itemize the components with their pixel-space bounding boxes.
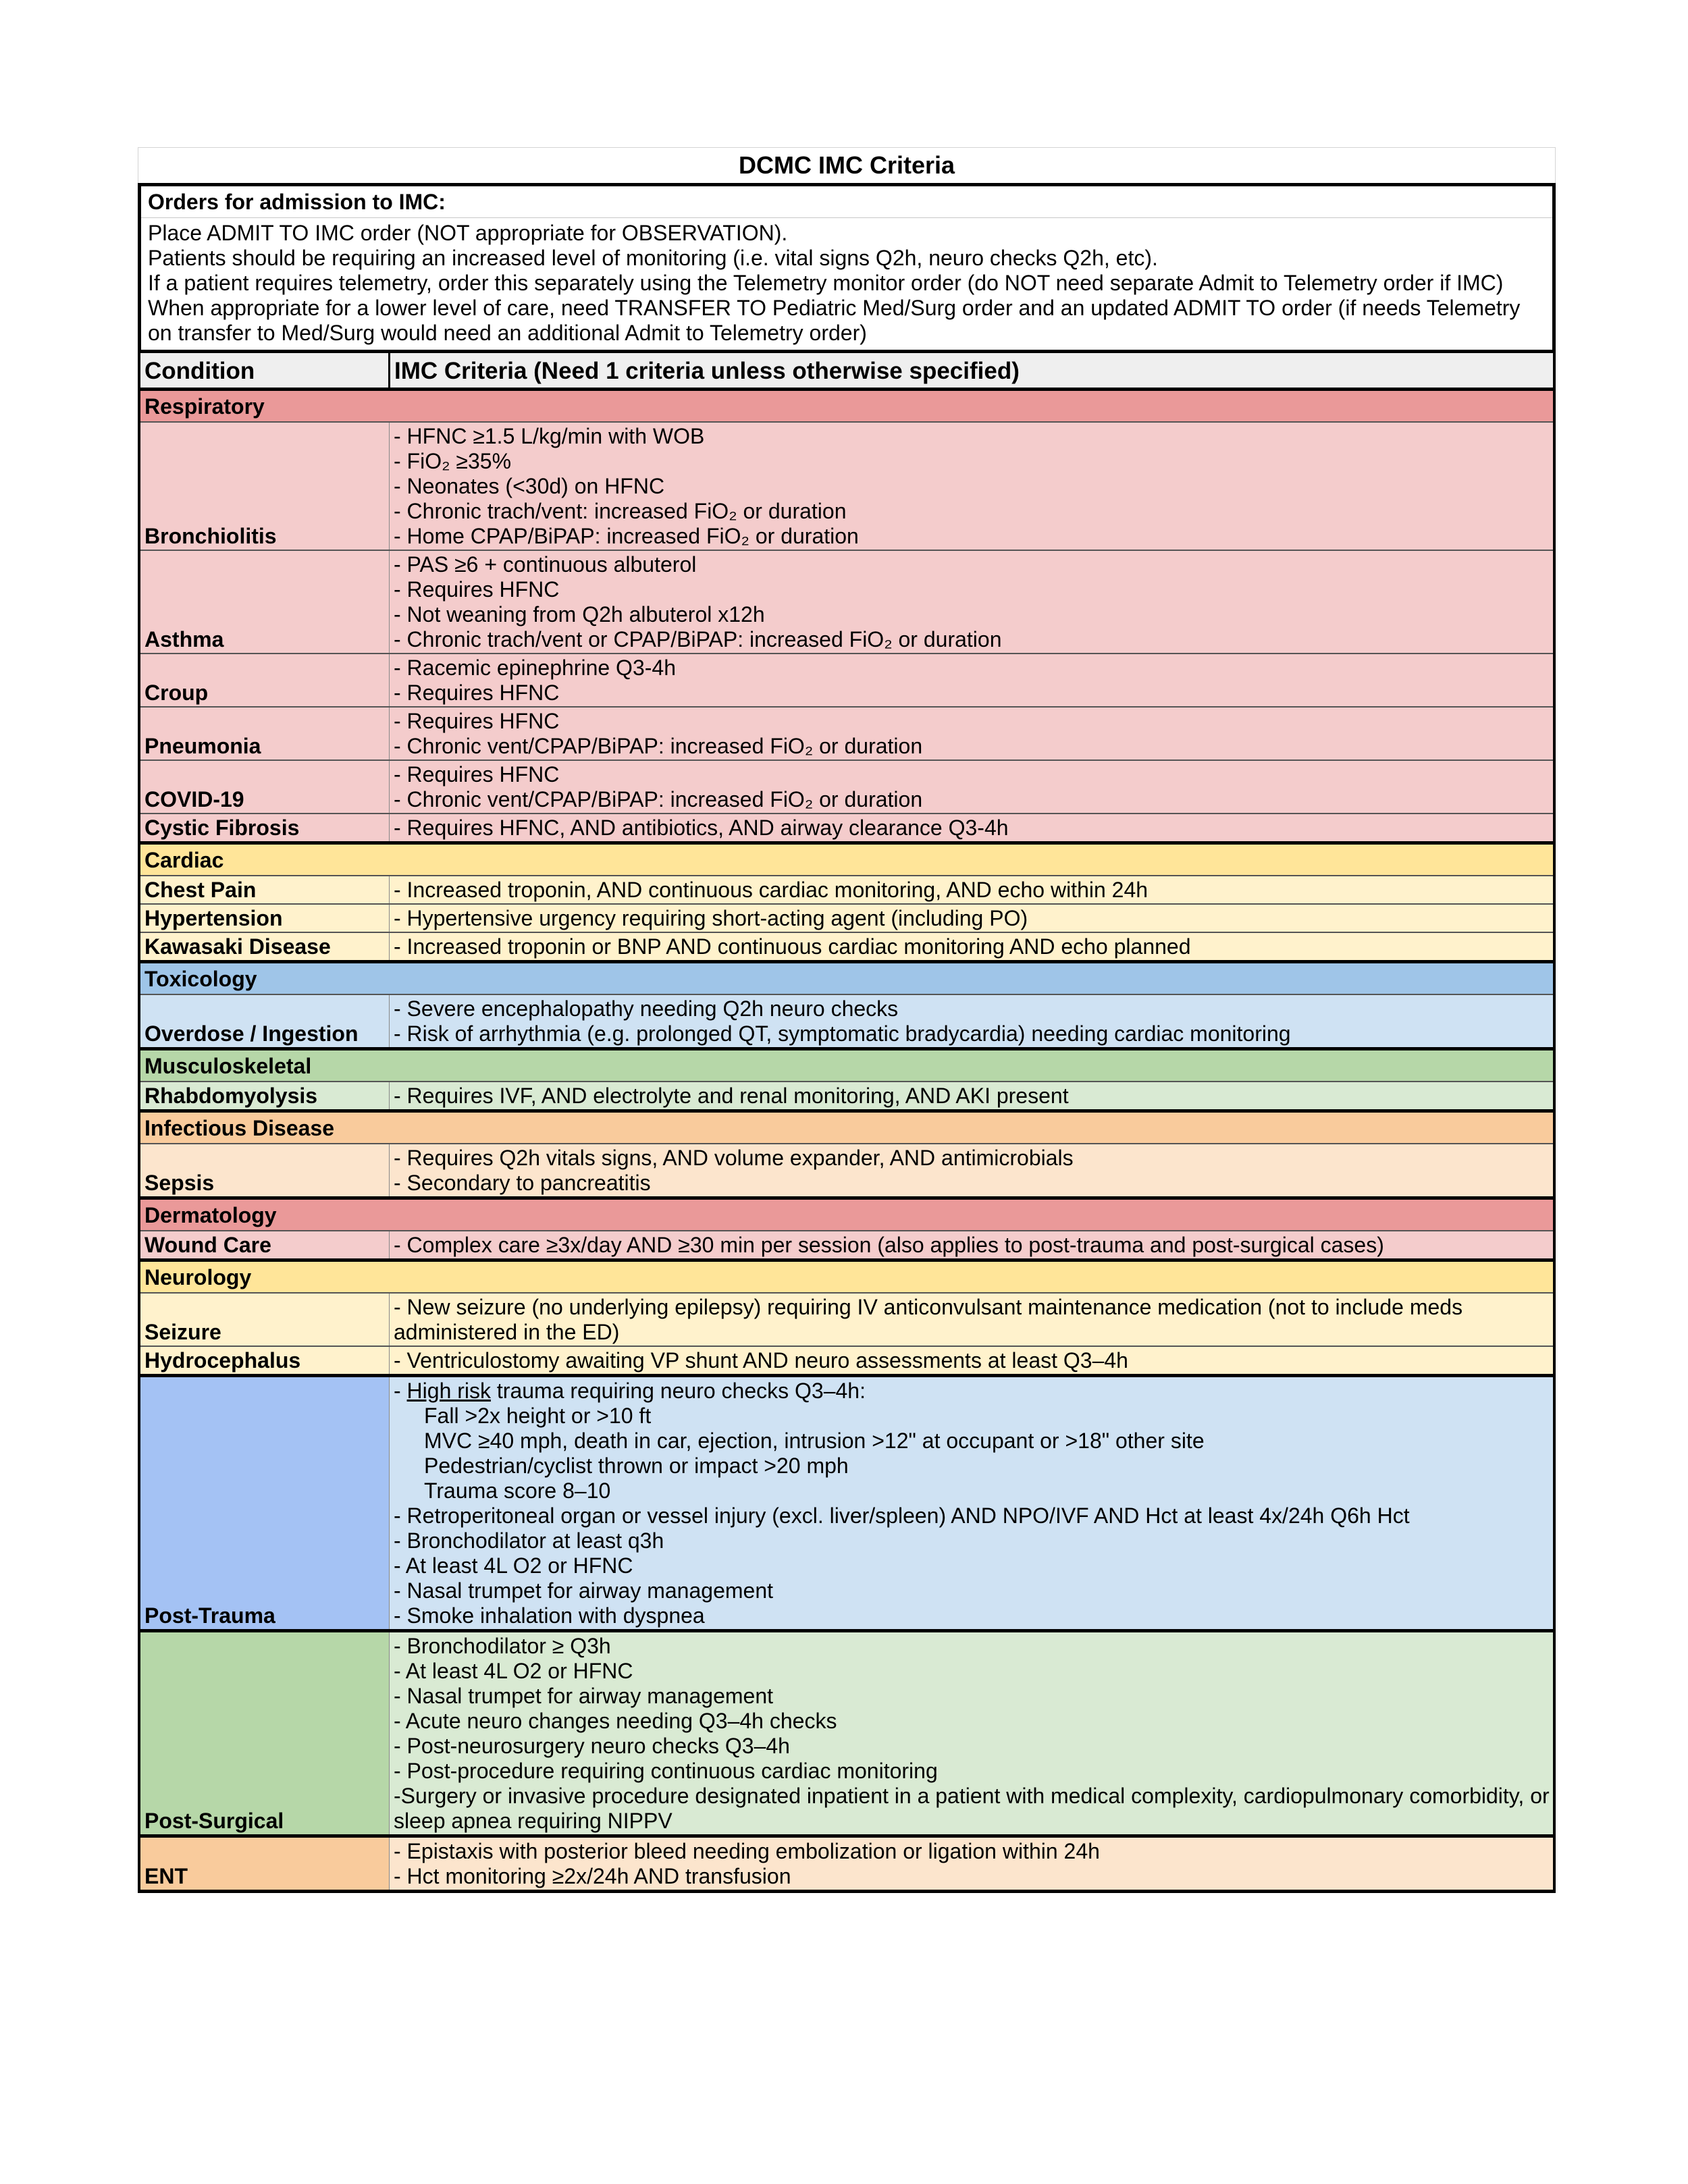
criteria-cell bbox=[390, 707, 1555, 760]
criteria-subitem: MVC ≥40 mph, death in car, ejection, intrusion >12" at occupant or >18" other site bbox=[424, 1429, 1205, 1453]
condition-name: Sepsis bbox=[139, 1144, 390, 1198]
criteria-item: - Requires HFNC bbox=[394, 577, 560, 602]
criteria-item: - New seizure (no underlying epilepsy) requiring IV anticonvulsant maintenance medication (not to include meds bbox=[394, 1295, 1463, 1319]
section-infectious-disease bbox=[139, 1111, 1554, 1144]
condition-row-covid-19 bbox=[139, 760, 1554, 814]
section-label: Infectious Disease bbox=[139, 1111, 1554, 1144]
orders-line: on transfer to Med/Surg would need an additional Admit to Telemetry order) bbox=[148, 321, 867, 345]
criteria-cell bbox=[390, 1082, 1555, 1111]
condition-row-sepsis bbox=[139, 1144, 1554, 1198]
criteria-cell bbox=[390, 1376, 1555, 1631]
criteria-item: - Requires IVF, AND electrolyte and renal monitoring, AND AKI present bbox=[394, 1084, 1069, 1108]
criteria-item: - Chronic vent/CPAP/BiPAP: increased FiO₂ or duration bbox=[394, 734, 923, 758]
condition-row-post-surgical bbox=[139, 1631, 1554, 1836]
criteria-cell bbox=[390, 1293, 1555, 1346]
condition-row-cystic-fibrosis bbox=[139, 814, 1554, 843]
criteria-item: - Severe encephalopathy needing Q2h neuro checks bbox=[394, 996, 899, 1021]
criteria-item: - At least 4L O2 or HFNC bbox=[394, 1659, 633, 1683]
criteria-item: - Acute neuro changes needing Q3–4h checks bbox=[394, 1709, 837, 1733]
page-title: DCMC IMC Criteria bbox=[138, 147, 1556, 183]
criteria-item: - Nasal trumpet for airway management bbox=[394, 1684, 773, 1708]
condition-name: Post-Surgical bbox=[139, 1631, 390, 1836]
condition-name: Post-Trauma bbox=[139, 1376, 390, 1631]
criteria-prefix: - bbox=[394, 1379, 407, 1403]
criteria-subitem: Pedestrian/cyclist thrown or impact >20 mph bbox=[424, 1454, 849, 1478]
criteria-cell bbox=[390, 994, 1555, 1049]
section-label: Cardiac bbox=[139, 843, 1554, 876]
section-label: Dermatology bbox=[139, 1198, 1554, 1231]
criteria-item: - Ventriculostomy awaiting VP shunt AND neuro assessments at least Q3–4h bbox=[394, 1348, 1128, 1373]
criteria-cell bbox=[390, 876, 1555, 904]
section-dermatology bbox=[139, 1198, 1554, 1231]
section-neurology bbox=[139, 1260, 1554, 1294]
condition-row-chest-pain bbox=[139, 876, 1554, 904]
criteria-item: - PAS ≥6 + continuous albuterol bbox=[394, 552, 697, 577]
criteria-cell bbox=[390, 422, 1555, 550]
section-label: Toxicology bbox=[139, 962, 1554, 995]
high-risk-underlined: High risk bbox=[406, 1379, 492, 1403]
condition-name: Bronchiolitis bbox=[139, 422, 390, 550]
section-cardiac bbox=[139, 843, 1554, 876]
orders-line: If a patient requires telemetry, order this separately using the Telemetry monitor order (do NOT need separate Admit to Telemetry order if IMC) bbox=[148, 271, 1504, 295]
criteria-item: - Risk of arrhythmia (e.g. prolonged QT, symptomatic bradycardia) needing cardiac monitoring bbox=[394, 1021, 1291, 1046]
condition-name: Croup bbox=[139, 654, 390, 707]
condition-name: COVID-19 bbox=[139, 760, 390, 814]
criteria-item: - Racemic epinephrine Q3-4h bbox=[394, 656, 676, 680]
criteria-cell bbox=[390, 654, 1555, 707]
section-label: Neurology bbox=[139, 1260, 1554, 1294]
condition-name: Hydrocephalus bbox=[139, 1346, 390, 1376]
condition-name: Wound Care bbox=[139, 1231, 390, 1260]
criteria-cell bbox=[390, 932, 1555, 962]
condition-row-overdose-ingestion bbox=[139, 994, 1554, 1049]
table-header-row bbox=[139, 353, 1554, 390]
section-respiratory bbox=[139, 390, 1554, 423]
criteria-item: - Neonates (<30d) on HFNC bbox=[394, 474, 665, 498]
admission-orders-box bbox=[138, 183, 1556, 353]
criteria-item: sleep apnea requiring NIPPV bbox=[394, 1809, 672, 1833]
condition-row-kawasaki-disease bbox=[139, 932, 1554, 962]
criteria-item: - Requires HFNC bbox=[394, 709, 560, 733]
criteria-cell bbox=[390, 1346, 1555, 1376]
criteria-item: - Chronic trach/vent: increased FiO₂ or duration bbox=[394, 499, 847, 523]
condition-column-header: Condition bbox=[139, 353, 390, 390]
criteria-item: - Smoke inhalation with dyspnea bbox=[394, 1603, 705, 1628]
condition-name: Chest Pain bbox=[139, 876, 390, 904]
criteria-item: - HFNC ≥1.5 L/kg/min with WOB bbox=[394, 424, 705, 448]
criteria-item: - Bronchodilator at least q3h bbox=[394, 1528, 664, 1553]
condition-row-pneumonia bbox=[139, 707, 1554, 760]
criteria-item: - Retroperitoneal organ or vessel injury (excl. liver/spleen) AND NPO/IVF AND Hct at least 4x/24h Q6h Hct bbox=[394, 1503, 1410, 1528]
criteria-subitem: Fall >2x height or >10 ft bbox=[424, 1404, 652, 1428]
criteria-item: - Epistaxis with posterior bleed needing embolization or ligation within 24h bbox=[394, 1839, 1100, 1863]
criteria-item: - Not weaning from Q2h albuterol x12h bbox=[394, 602, 765, 627]
orders-line: When appropriate for a lower level of care, need TRANSFER TO Pediatric Med/Surg order and an updated ADMIT TO order (if needs Telemetry bbox=[148, 296, 1521, 320]
criteria-item: - Secondary to pancreatitis bbox=[394, 1171, 651, 1195]
orders-line: Patients should be requiring an increased level of monitoring (i.e. vital signs Q2h, neuro checks Q2h, etc). bbox=[148, 246, 1158, 270]
section-musculoskeletal bbox=[139, 1049, 1554, 1082]
criteria-text: trauma requiring neuro checks Q3–4h: bbox=[491, 1379, 866, 1403]
section-label: Respiratory bbox=[139, 390, 1554, 423]
section-label: Musculoskeletal bbox=[139, 1049, 1554, 1082]
condition-name: Pneumonia bbox=[139, 707, 390, 760]
criteria-item: - Chronic trach/vent or CPAP/BiPAP: increased FiO₂ or duration bbox=[394, 627, 1002, 651]
criteria-item: - Requires HFNC, AND antibiotics, AND airway clearance Q3-4h bbox=[394, 816, 1009, 840]
criteria-cell bbox=[390, 814, 1555, 843]
criteria-item: administered in the ED) bbox=[394, 1320, 620, 1344]
criteria-item: - Post-procedure requiring continuous cardiac monitoring bbox=[394, 1759, 938, 1783]
criteria-item: - Bronchodilator ≥ Q3h bbox=[394, 1634, 611, 1658]
condition-row-asthma bbox=[139, 550, 1554, 654]
condition-name: Overdose / Ingestion bbox=[139, 994, 390, 1049]
criteria-cell bbox=[390, 1231, 1555, 1260]
condition-row-hydrocephalus bbox=[139, 1346, 1554, 1376]
condition-row-rhabdomyolysis bbox=[139, 1082, 1554, 1111]
criteria-cell bbox=[390, 550, 1555, 654]
criteria-cell bbox=[390, 1631, 1555, 1836]
condition-row-post-trauma bbox=[139, 1376, 1554, 1631]
criteria-item: - Requires HFNC bbox=[394, 681, 560, 705]
criteria-item: - FiO₂ ≥35% bbox=[394, 449, 512, 473]
condition-row-croup bbox=[139, 654, 1554, 707]
criteria-column-header: IMC Criteria (Need 1 criteria unless otherwise specified) bbox=[390, 353, 1555, 390]
criteria-cell bbox=[390, 760, 1555, 814]
condition-row-ent bbox=[139, 1836, 1554, 1892]
condition-name: Seizure bbox=[139, 1293, 390, 1346]
criteria-cell bbox=[390, 1836, 1555, 1892]
criteria-item: - Increased troponin, AND continuous cardiac monitoring, AND echo within 24h bbox=[394, 878, 1149, 902]
criteria-table bbox=[138, 353, 1556, 1893]
criteria-cell bbox=[390, 1144, 1555, 1198]
criteria-item: - Chronic vent/CPAP/BiPAP: increased FiO₂ or duration bbox=[394, 787, 923, 811]
orders-line: Place ADMIT TO IMC order (NOT appropriate for OBSERVATION). bbox=[148, 221, 788, 245]
section-toxicology bbox=[139, 962, 1554, 995]
criteria-item: - Hct monitoring ≥2x/24h AND transfusion bbox=[394, 1864, 791, 1888]
criteria-item bbox=[394, 1379, 1549, 1404]
criteria-item: - Home CPAP/BiPAP: increased FiO₂ or duration bbox=[394, 524, 859, 548]
condition-row-seizure bbox=[139, 1293, 1554, 1346]
condition-name: Kawasaki Disease bbox=[139, 932, 390, 962]
criteria-item: -Surgery or invasive procedure designated inpatient in a patient with medical complexity, cardiopulmonary comorbidity, or bbox=[394, 1784, 1550, 1808]
criteria-subitem: Trauma score 8–10 bbox=[424, 1479, 611, 1503]
criteria-item: - Nasal trumpet for airway management bbox=[394, 1578, 773, 1603]
condition-row-wound-care bbox=[139, 1231, 1554, 1260]
condition-row-hypertension bbox=[139, 904, 1554, 932]
orders-heading: Orders for admission to IMC: bbox=[141, 186, 1552, 218]
criteria-item: - Post-neurosurgery neuro checks Q3–4h bbox=[394, 1734, 790, 1758]
orders-body bbox=[141, 218, 1552, 350]
condition-name: Rhabdomyolysis bbox=[139, 1082, 390, 1111]
condition-name: Asthma bbox=[139, 550, 390, 654]
criteria-item: - At least 4L O2 or HFNC bbox=[394, 1553, 633, 1578]
criteria-item: - Requires HFNC bbox=[394, 762, 560, 787]
criteria-cell bbox=[390, 904, 1555, 932]
criteria-item: - Hypertensive urgency requiring short-acting agent (including PO) bbox=[394, 906, 1028, 930]
criteria-item: - Requires Q2h vitals signs, AND volume expander, AND antimicrobials bbox=[394, 1146, 1074, 1170]
condition-name: Hypertension bbox=[139, 904, 390, 932]
criteria-item: - Increased troponin or BNP AND continuous cardiac monitoring AND echo planned bbox=[394, 934, 1191, 959]
condition-name: ENT bbox=[139, 1836, 390, 1892]
imc-criteria-sheet bbox=[138, 147, 1556, 1893]
criteria-item: - Complex care ≥3x/day AND ≥30 min per session (also applies to post-trauma and post-surgical cases) bbox=[394, 1233, 1384, 1257]
condition-row-bronchiolitis bbox=[139, 422, 1554, 550]
condition-name: Cystic Fibrosis bbox=[139, 814, 390, 843]
